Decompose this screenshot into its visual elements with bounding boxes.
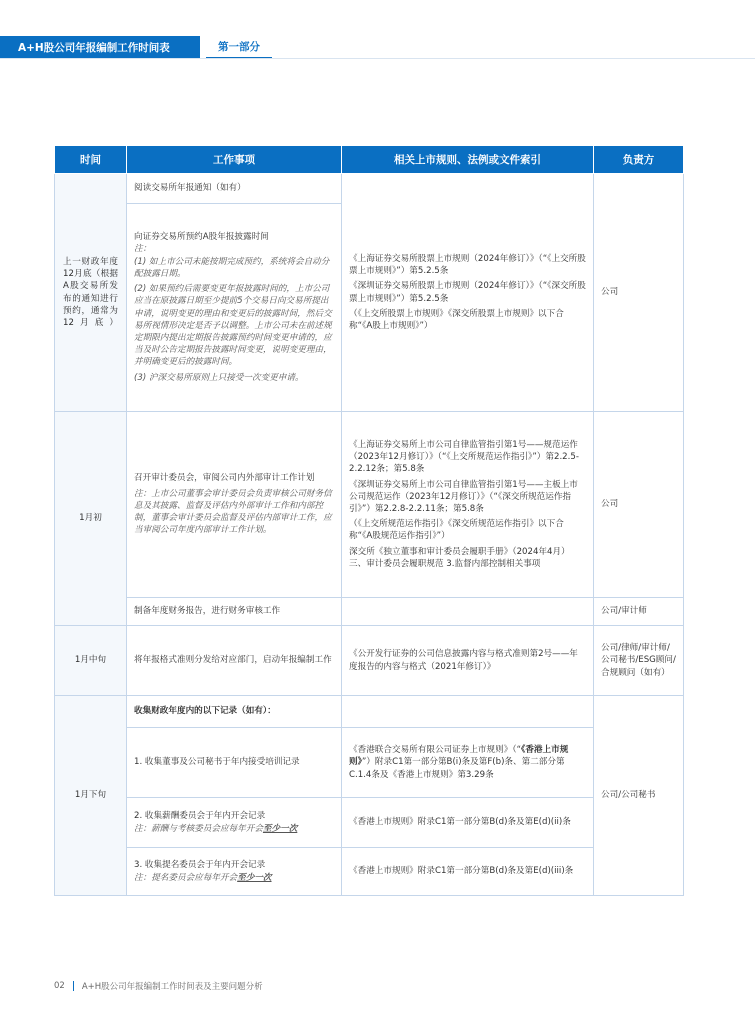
table-row [55,848,684,896]
table-row [55,798,684,848]
task-title: 3. 收集提名委员会于年内开会记录 [134,860,266,871]
reference-cell [342,174,594,412]
reference-item: 深交所《独立董事和审计委员会履职手册》（2024年4月）三、审计委员会履职规范 3.监督内部控制相关事项 [349,546,570,569]
task-cell [127,204,342,412]
table-row [55,626,684,696]
header-divider [0,58,755,59]
footer-divider [73,981,74,991]
owner-cell: 公司/律师/审计师/公司秘书/ESG顾问/合规顾问（如有） [594,626,684,696]
table-header-row [55,146,684,174]
table-row [55,412,684,598]
table-row [55,598,684,626]
reference-text: ”）附录C1第一部分第B(i)条及第F(b)条、第二部分第C.1.4条及《香港上市规则》第3.29条 [349,757,565,780]
reference-cell [342,728,594,798]
reference-item: 《上海证券交易所股票上市规则（2024年修订）》（“《上交所股票上市规则》”）第5.2.5条 [349,253,586,277]
reference-item: （《上交所规范运作指引》《深交所规范运作指引》以下合称“《A股规范运作指引》”） [349,519,564,542]
task-note-emphasis: 至少一次 [237,872,272,883]
reference-item: 《深圳证券交易所股票上市规则（2024年修订）》（“《深交所股票上市规则》”）第5.2.5条 [349,281,586,304]
time-cell: 上一财政年度12月底（根据A股交易所发布的通知进行预约，通常为12月底） [55,174,127,412]
task-cell [127,848,342,896]
col-header-task: 工作事项 [127,146,342,174]
reference-cell: 《香港上市规则》附录C1第一部分第B(d)条及第E(d)(iii)条 [342,848,594,896]
page-number: 02 [54,981,65,991]
reference-cell [342,412,594,598]
page-header [0,36,272,58]
task-cell: 1. 收集董事及公司秘书于年内接受培训记录 [127,728,342,798]
reference-item: 《上海证券交易所上市公司自律监管指引第1号——规范运作（2023年12月修订）》（“《上交所规范运作指引》”）第2.2.5-2.2.12条；第5.8条 [349,439,579,475]
task-note: 注：上市公司董事会审计委员会负责审核公司财务信息及其披露、监督及评估内外部审计工作和内部控制，董事会审计委员会监督及评估内部审计工作，应当审阅公司年度内部审计工作计划。 [134,488,332,536]
task-title: 向证券交易所预约A股年报披露时间 [134,232,269,243]
task-note-label: 注： [134,244,152,255]
col-header-time: 时间 [55,146,127,174]
reference-item: 《深圳证券交易所上市公司自律监管指引第1号——主板上市公司规范运作（2023年12月修订）》（“《深交所规范运作指引》”）第2.2.8-2.2.11条；第5.8条 [349,479,578,514]
task-note: (2) 如果预约后需要变更年报披露时间的，上市公司应当在原披露日期至少提前5个交易日向交易所提出申请，说明变更的理由和变更后的披露时间，然后交易所视情形决定是否予以调整。上市公司未在前述规定期限内提出定期报告披露预约时间变更申请的，应当及时公告定期报告披露时间变更，说明变更理由，并明确变更后的披露时间。 [134,284,332,368]
task-cell: 将年报格式准则分发给对应部门，启动年报编制工作 [127,626,342,696]
task-cell: 收集财政年度内的以下记录（如有）： [127,696,342,728]
footer-text: A+H股公司年报编制工作时间表及主要问题分析 [81,982,263,992]
task-cell [127,412,342,598]
task-note: (3) 沪深交易所原则上只接受一次变更申请。 [134,372,304,383]
table-row [55,696,684,728]
task-note-text: 注：薪酬与考核委员会应每年开会 [134,823,263,834]
reference-text: 《香港联合交易所有限公司证券上市规则》（“ [349,745,522,756]
task-note [134,872,334,884]
table-row [55,174,684,204]
time-cell: 1月初 [55,412,127,626]
reference-item: （《上交所股票上市规则》《深交所股票上市规则》以下合称“《A股上市规则》”） [349,308,564,331]
time-cell: 1月下旬 [55,696,127,896]
task-cell [127,798,342,848]
col-header-owner: 负责方 [594,146,684,174]
reference-cell: 《香港上市规则》附录C1第一部分第B(d)条及第E(d)(ii)条 [342,798,594,848]
header-title: A+H股公司年报编制工作时间表 [0,36,200,58]
owner-cell: 公司 [594,174,684,412]
owner-cell: 公司/公司秘书 [594,696,684,896]
reference-text-bold: 《香港上市规则》 [349,745,569,768]
task-note-emphasis: 至少一次 [262,823,298,834]
time-cell: 1月中旬 [55,626,127,696]
owner-cell: 公司/审计师 [594,598,684,626]
timeline-table [54,145,684,896]
task-note-text: 注：提名委员会应每年开会 [134,872,238,883]
table-row [55,728,684,798]
reference-cell [342,598,594,626]
reference-cell [342,696,594,728]
task-note [134,823,334,835]
reference-cell: 《公开发行证券的公司信息披露内容与格式准则第2号——年度报告的内容与格式（2021年修订）》 [342,626,594,696]
col-header-reference: 相关上市规则、法例或文件索引 [342,146,594,174]
owner-cell: 公司 [594,412,684,598]
task-note: (1) 如上市公司未能按期完成预约，系统将会自动分配披露日期。 [134,256,330,279]
task-cell: 阅读交易所年报通知（如有） [127,174,342,204]
page-footer [54,980,263,992]
task-cell: 制备年度财务报告，进行财务审核工作 [127,598,342,626]
header-section: 第一部分 [206,36,272,58]
task-title: 2. 收集薪酬委员会于年内开会记录 [134,811,266,822]
task-title: 召开审计委员会，审阅公司内外部审计工作计划 [134,473,315,484]
